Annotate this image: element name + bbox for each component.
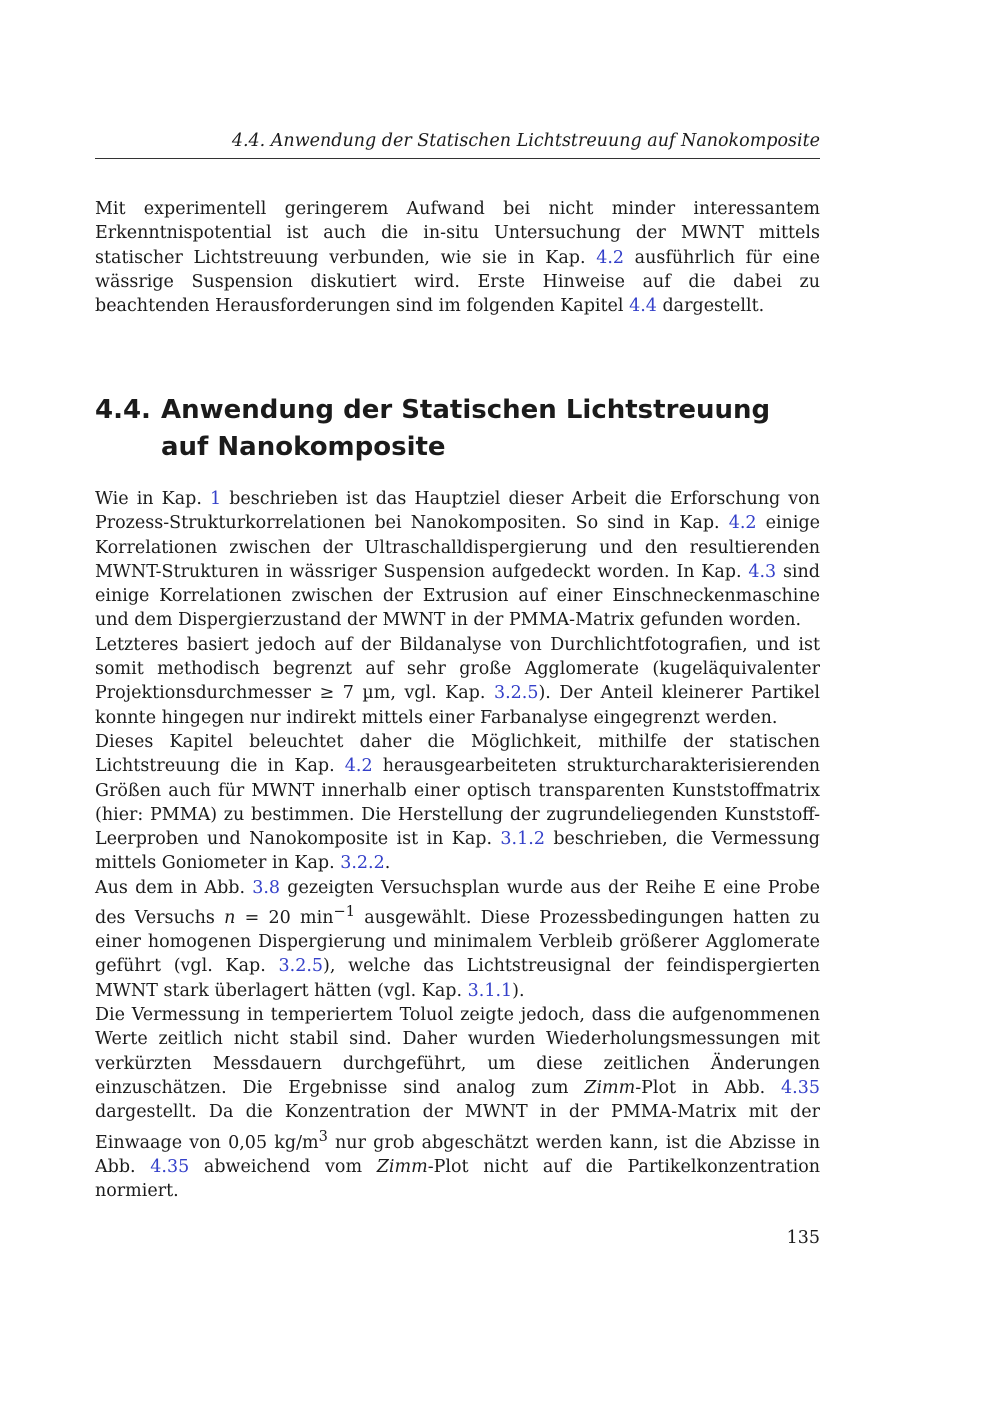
running-header: 4.4. Anwendung der Statischen Lichtstreuung auf Nanokomposite: [95, 130, 820, 159]
page-number: 135: [786, 1228, 820, 1248]
cross-ref-link[interactable]: 3.2.2: [340, 853, 385, 874]
paragraph-4: [95, 876, 820, 1003]
italic-term: Zimm: [584, 1077, 636, 1098]
text: beschrieben ist das Hauptziel dieser Arbeit die Erforschung von Prozess-Strukturkorrelationen bei Nanokompositen. So sind in Kap.: [95, 489, 820, 534]
text: ).: [512, 980, 525, 1001]
text: Wie in Kap.: [95, 489, 210, 509]
unit-exponent: 3: [318, 1127, 328, 1145]
text: Letzteres basiert jedoch auf der Bildanalyse von Durchlichtfotografien, und ist somit methodisch begrenzt auf sehr große Agglomerate (kugeläquivalenter Projektionsdurchmesser ≥ 7 µm, vgl. Kap.: [95, 634, 820, 704]
section-number: 4.4.: [95, 395, 151, 425]
section-body: [95, 487, 820, 1203]
text: dargestellt. Da die Konzentration der MWNT in der PMMA-Matrix mit der Einwaage von 0,05 kg/m: [95, 1102, 820, 1153]
cross-ref-link[interactable]: 4.2: [596, 247, 625, 268]
text: abweichend vom: [189, 1156, 377, 1177]
text: ), welche das Lichtstreusignal der feindispergierten MWNT stark überlagert hätten (vgl. Kap.: [95, 956, 820, 1001]
math-exponent: −1: [333, 903, 356, 921]
math-variable: n: [224, 907, 236, 928]
text: ausgewählt. Diese Prozessbedingungen hatten zu einer homogenen Dispergierung und minimalem Verbleib größerer Agglomerate geführt (vgl. Kap.: [95, 907, 820, 977]
cross-ref-link[interactable]: 3.1.1: [467, 980, 513, 1001]
intro-paragraph: [95, 197, 820, 318]
text: nur grob abgeschätzt werden kann, ist die Abzisse in Abb.: [95, 1132, 820, 1177]
text: sind einige Korrelationen zwischen der Extrusion auf einer Einschneckenmaschine und dem Dispergierzustand der MWNT in der PMMA-Matrix gefunden worden.: [95, 561, 820, 631]
text: dargestellt.: [656, 296, 765, 317]
cross-ref-link[interactable]: 4.35: [781, 1077, 821, 1098]
italic-term: Zimm: [376, 1156, 428, 1177]
cross-ref-link[interactable]: 4.3: [748, 561, 777, 582]
text: Dieses Kapitel beleuchtet daher die Möglichkeit, mithilfe der statischen Lichtstreuung die in Kap.: [95, 731, 820, 777]
paragraph-1: [95, 487, 820, 633]
text: gezeigten Versuchsplan wurde aus der Reihe E eine Probe des Versuchs: [95, 877, 820, 928]
cross-ref-link[interactable]: 1: [210, 489, 222, 509]
cross-ref-link[interactable]: 4.4: [629, 296, 657, 317]
text: einige Korrelationen zwischen der Ultraschalldispergierung und den resultierenden MWNT-Strukturen in wässriger Suspension aufgedeckt worden. In Kap.: [95, 513, 820, 582]
text: Die Vermessung in temperiertem Toluol zeigte jedoch, dass die aufgenommenen Werte zeitlich nicht stabil sind. Daher wurden Wiederholungsmessungen mit verkürzten Messdauern durchgeführt, um diese zeitlichen Änderungen einzuschätzen. Die Ergebnisse sind analog zum: [95, 1005, 820, 1098]
text: ). Der Anteil kleinerer Partikel konnte hingegen nur indirekt mittels einer Farbanalyse eingegrenzt werden.: [95, 683, 821, 728]
text: .: [384, 853, 391, 874]
section-title: Anwendung der Statischen Lichtstreuung auf Nanokomposite: [161, 395, 771, 462]
text: ausführlich für eine wässrige Suspension diskutiert wird. Erste Hinweise auf die dabei zu beachtenden Herausforderungen sind im folgenden Kapitel: [95, 247, 820, 317]
cross-ref-link[interactable]: 4.2: [344, 756, 373, 777]
cross-ref-link[interactable]: 4.2: [728, 513, 757, 534]
cross-ref-link[interactable]: 3.2.5: [278, 956, 324, 977]
text: -Plot in Abb.: [635, 1077, 782, 1098]
text: -Plot nicht auf die Partikelkonzentration normiert.: [95, 1156, 820, 1201]
text: Aus dem in Abb.: [95, 877, 253, 898]
paragraph-5: [95, 1003, 820, 1203]
section-heading: [95, 392, 820, 466]
paragraph-2: [95, 633, 820, 730]
text: beschrieben, die Vermessung mittels Goniometer in Kap.: [95, 829, 820, 874]
cross-ref-link[interactable]: 3.8: [252, 877, 281, 898]
cross-ref-link[interactable]: 4.35: [150, 1156, 190, 1177]
math-text: = 20 min: [235, 907, 334, 928]
text: herausgearbeiteten strukturcharakterisierenden Größen auch für MWNT innerhalb einer optisch transparenten Kunststoffmatrix (hier: PMMA) zu bestimmen. Die Herstellung der zugrundeliegenden Kunststoff-Leerproben und Nanokomposite ist in Kap.: [95, 756, 820, 850]
cross-ref-link[interactable]: 3.1.2: [500, 829, 545, 850]
cross-ref-link[interactable]: 3.2.5: [493, 683, 539, 704]
text: Mit experimentell geringerem Aufwand bei nicht minder interessantem Erkenntnispotential ist auch die in-situ Untersuchung der MWNT mittels statischer Lichtstreuung verbunden, wie sie in Kap.: [95, 199, 820, 268]
paragraph-3: [95, 730, 820, 876]
